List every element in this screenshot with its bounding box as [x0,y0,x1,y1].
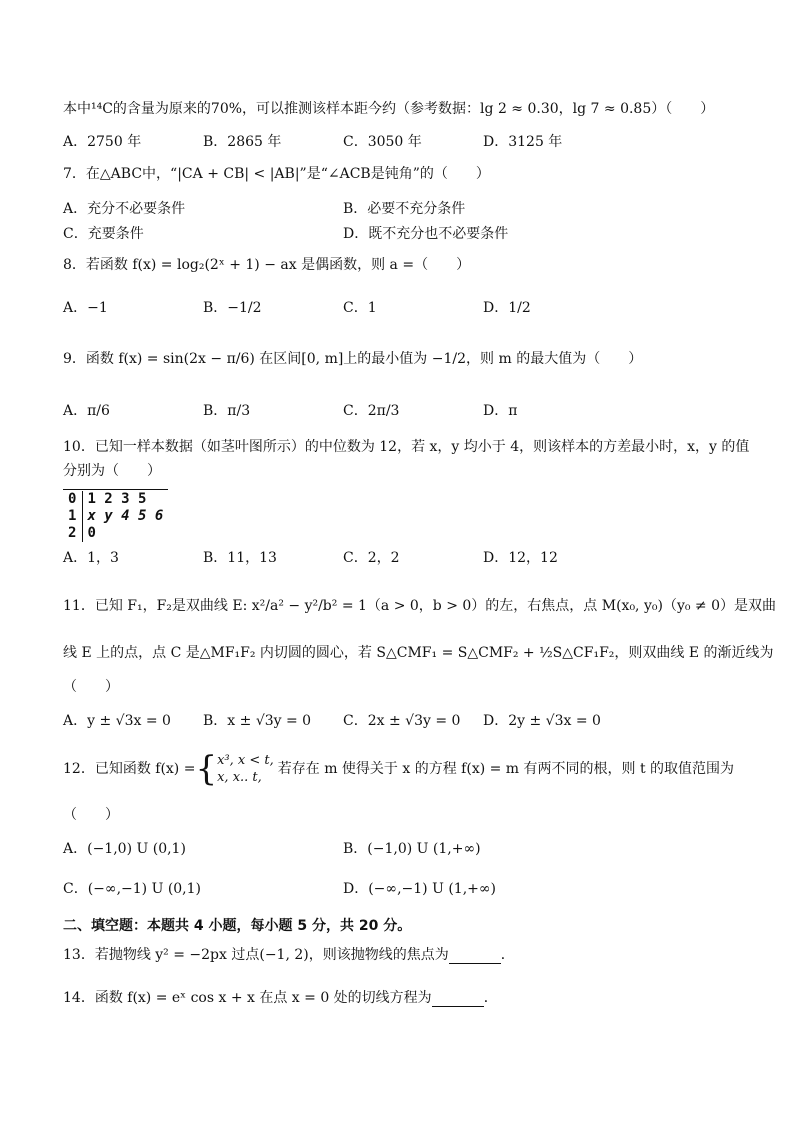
stem-value: 2 [64,525,83,542]
q8-option-c: C．1 [343,300,377,316]
q11-option-d: D．2y ± √3x = 0 [483,713,601,729]
q8-option-b: B．−1/2 [203,300,262,316]
q14-stem: 14．函数 f(x) = eˣ cos x + x 在点 x = 0 处的切线方程为 [63,990,432,1006]
q11-option-c: C．2x ± √3y = 0 [343,713,461,729]
q13-period: ． [500,947,515,963]
q10-option-b: B．11，13 [203,550,277,566]
q6-tail-text: 本中¹⁴C的含量为原来的70%，可以推测该样本距今约（参考数据：lg 2 ≈ 0.30，lg 7 ≈ 0.85）（ ） [63,101,715,117]
q10-line-2: 分别为（ ） [63,463,161,479]
q10-line-1: 10．已知一样本数据（如茎叶图所示）的中位数为 12，若 x，y 均小于 4，则该样本的方差最小时，x，y 的值 [63,439,750,455]
q7-option-d: D．既不充分也不必要条件 [343,226,509,242]
piecewise-cases [217,752,274,786]
q12-option-c: C．(−∞,−1) U (0,1) [63,881,202,897]
q13-answer-blank [449,949,501,964]
q11-line-3: （ ） [63,679,119,695]
q6-option-a: A．2750 年 [63,134,142,150]
leaf-values: 1 2 3 5 [87,491,147,507]
q12-option-a: A．(−1,0) U (0,1) [63,841,186,857]
q6-option-d: D．3125 年 [483,134,563,150]
q6-option-c: C．3050 年 [343,134,422,150]
piecewise-brace-icon: { [195,749,218,789]
q13-line [63,946,515,964]
stem-value: 1 [64,508,83,525]
q12-line-1 [63,749,735,789]
q11-option-a: A．y ± √3x = 0 [63,713,171,729]
q10-option-c: C．2，2 [343,550,400,566]
q7-stem: 7．在△ABC中，“|CA + CB| < |AB|”是“∠ACB是钝角”的（ ） [63,166,490,182]
leaf-values: x y 4 5 6 [87,508,164,524]
q14-period: ． [483,990,498,1006]
q10-option-a: A．1，3 [63,550,119,566]
q9-option-d: D．π [483,403,518,419]
q11-line-1: 11．已知 F₁，F₂是双曲线 E: x²/a² − y²/b² = 1（a > 0，b > 0）的左，右焦点，点 M(x₀, y₀)（y₀ ≠ 0）是双曲 [63,598,777,614]
q12-line-2: （ ） [63,807,119,823]
stem-leaf-row [64,491,167,508]
piecewise-case-1: x³, x < t, [217,753,274,768]
q12-stem-start: 12．已知函数 f(x) = [63,761,196,777]
q12-stem-end: 若存在 m 使得关于 x 的方程 f(x) = m 有两不同的根，则 t 的取值范围为 [277,761,735,777]
stem-leaf-row [64,508,167,525]
q14-answer-blank [432,992,484,1007]
leaf-values: 0 [87,525,96,541]
q8-option-d: D．1/2 [483,300,531,316]
q14-line [63,989,498,1007]
stem-leaf-row [64,525,167,542]
q13-stem: 13．若抛物线 y² = −2px 过点(−1, 2)，则该抛物线的焦点为 [63,947,449,963]
stem-value: 0 [64,491,83,508]
piecewise-case-2: x, x.. t, [217,770,262,785]
stem-leaf-plot [64,491,167,542]
q10-option-d: D．12，12 [483,550,558,566]
q9-stem: 9．函数 f(x) = sin(2x − π/6) 在区间[0, m]上的最小值为 −1/2，则 m 的最大值为（ ） [63,351,643,367]
q7-option-b: B．必要不充分条件 [343,201,466,217]
stem-leaf-top-rule [63,489,168,490]
section-2-title: 二、填空题：本题共 4 小题，每小题 5 分，共 20 分。 [63,918,412,934]
q9-option-c: C．2π/3 [343,403,400,419]
q7-option-a: A．充分不必要条件 [63,201,186,217]
q7-option-c: C．充要条件 [63,226,144,242]
q9-option-a: A．π/6 [63,403,110,419]
q6-option-b: B．2865 年 [203,134,282,150]
q12-option-d: D．(−∞,−1) U (1,+∞) [343,881,497,897]
q9-option-b: B．π/3 [203,403,251,419]
q8-option-a: A．−1 [63,300,108,316]
q11-line-2: 线 E 上的点，点 C 是△MF₁F₂ 内切圆的圆心，若 S△CMF₁ = S△CMF₂ + ½S△CF₁F₂，则双曲线 E 的渐近线为 [63,645,774,661]
q8-stem: 8．若函数 f(x) = log₂(2ˣ + 1) − ax 是偶函数，则 a =（ ） [63,257,471,273]
q11-option-b: B．x ± √3y = 0 [203,713,312,729]
q12-option-b: B．(−1,0) U (1,+∞) [343,841,481,857]
